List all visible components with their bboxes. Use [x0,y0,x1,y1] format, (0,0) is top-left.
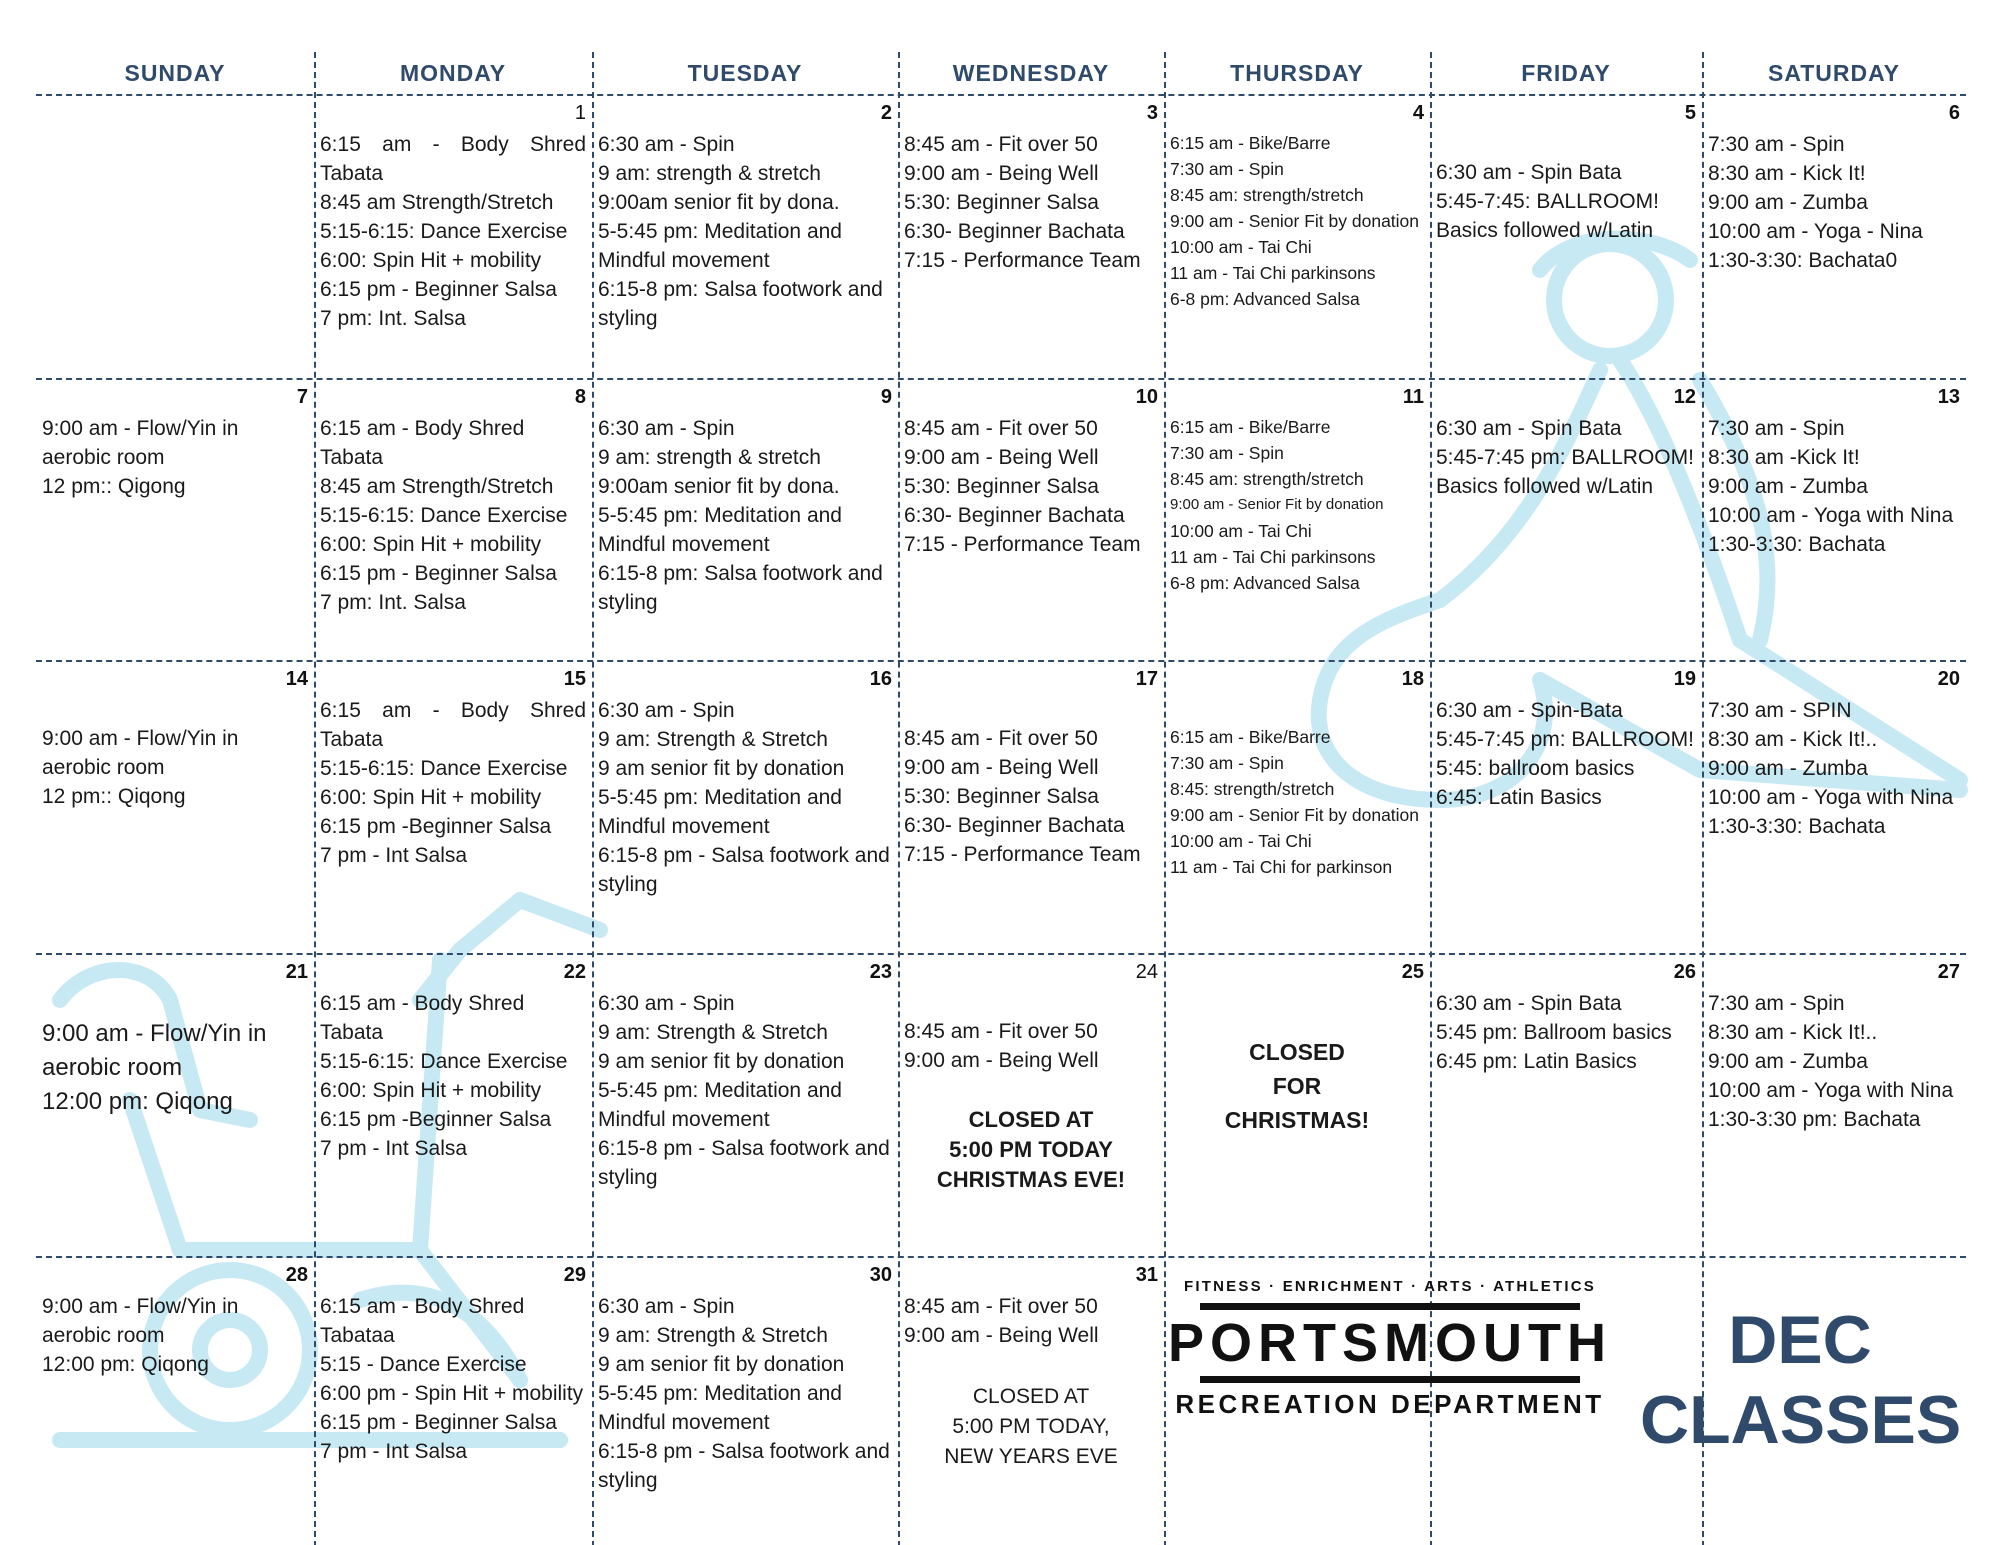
day-number: 14 [285,668,308,690]
day-number: 21 [285,961,308,983]
day-cell [592,1258,898,1545]
event-item: 10:00 am - Yoga with Nina [1708,786,1954,809]
event-item: 12:00 pm: Qiqong [42,1088,233,1115]
event-list [42,724,308,811]
day-cell [1164,96,1430,376]
event-list [1170,130,1424,312]
event-item: 8:45 am - Fit over 50 [904,1020,1098,1043]
event-item: 5:45-7:45: BALLROOM! [1436,190,1659,213]
day-cell [36,1258,314,1545]
logo-name: PORTSMOUTH [1168,1313,1612,1373]
event-item: 7:30 am - Spin [1708,992,1845,1015]
event-item: 6:30- Beginner Bachata [904,504,1125,527]
header-sunday: SUNDAY [124,60,226,86]
day-cell [314,1258,592,1545]
event-item: 6:15-8 pm - Salsa footwork and styling [598,844,890,896]
event-item: 12 pm:: Qiqong [42,785,186,808]
event-item: 11 am - Tai Chi for parkinson [1170,857,1393,877]
day-number: 4 [1412,102,1424,124]
day-cell [314,662,592,951]
event-item: 9:00am senior fit by dona. [598,191,840,214]
day-number: 5 [1684,102,1696,124]
event-list [1436,414,1696,501]
event-item: 9 am: Strength & Stretch [598,1324,828,1347]
event-item: 7:15 - Performance Team [904,533,1141,556]
event-item: 5-5:45 pm: Meditation and Mindful movement [598,1382,842,1434]
event-list [1708,696,1960,841]
day-cell [36,380,314,658]
event-item: 11 am - Tai Chi parkinsons [1170,263,1376,283]
month-title-line2: CLASSES [1640,1382,1962,1458]
day-cell [592,662,898,951]
event-item: 7:15 - Performance Team [904,843,1141,866]
event-item: 5:15-6:15: Dance Exercise [320,1050,568,1073]
event-item: 8:45 am: strength/stretch [1170,185,1364,205]
event-item: 9:00 am - Senior Fit by donation [1170,211,1420,231]
event-item: 8:45 am Strength/Stretch [320,191,554,214]
event-list [1708,989,1960,1134]
event-item: 7:30 am - SPIN [1708,699,1852,722]
event-item: 6:00 pm - Spin Hit + mobility [320,1382,584,1405]
event-item: 10:00 am - Yoga with Nina [1708,504,1954,527]
day-cell [314,96,592,376]
event-item: 8:45 am Strength/Stretch [320,475,554,498]
event-item: 1:30-3:30 pm: Bachata [1708,1108,1921,1131]
day-cell [1702,96,1966,376]
logo-department: RECREATION DEPARTMENT [1175,1389,1605,1419]
event-item: 5-5:45 pm: Meditation and Mindful movement [598,220,842,272]
day-cell [36,955,314,1254]
header-tuesday: TUESDAY [687,60,803,86]
day-number: 19 [1673,668,1696,690]
event-item: 8:45 am - Fit over 50 [904,727,1098,750]
day-number: 29 [563,1264,586,1286]
event-item: 10:00 am - Tai Chi [1170,521,1312,541]
event-list [904,130,1158,275]
event-item: 6:30- Beginner Bachata [904,814,1125,837]
event-item: 9 am senior fit by donation [598,1353,845,1376]
event-item: 6:30- Beginner Bachata [904,220,1125,243]
event-list [598,696,892,899]
event-item: 7 pm: Int. Salsa [320,591,466,614]
event-item: 9:00 am - Being Well [904,162,1099,185]
event-item: 5:45: ballroom basics [1436,757,1635,780]
event-item: 6:15 am - Body Shred Tabataa [320,1295,525,1347]
day-cell [898,955,1164,1254]
day-number: 15 [563,668,586,690]
event-item: 6:15 pm -Beginner Salsa [320,1108,552,1131]
event-item: 6:15-8 pm: Salsa footwork and styling [598,562,883,614]
event-item: 5:15-6:15: Dance Exercise [320,220,568,243]
day-cell [898,380,1164,658]
event-item: 6:00: Spin Hit + mobility [320,786,542,809]
event-list [320,130,586,333]
event-item: 10:00 am - Yoga - Nina [1708,220,1923,243]
event-item: 6:15-8 pm - Salsa footwork and styling [598,1137,890,1189]
event-item: 8:45 am: strength/stretch [1170,469,1364,489]
event-item: 7:30 am - Spin [1170,159,1284,179]
day-cell [1430,662,1702,951]
logo-rule [1200,1303,1580,1310]
event-item: 7 pm - Int Salsa [320,844,468,867]
event-item: 1:30-3:30: Bachata0 [1708,249,1898,272]
event-item: 6:30 am - Spin [598,417,735,440]
event-list [1708,130,1960,275]
event-item: 7:30 am - Spin [1170,443,1284,463]
event-list [1436,696,1696,812]
day-number: 13 [1937,386,1960,408]
event-list [1170,414,1424,596]
event-item: 5:45-7:45 pm: BALLROOM! [1436,446,1694,469]
event-item: 6:30 am - Spin [598,699,735,722]
event-item: 10:00 am - Yoga with Nina [1708,1079,1954,1102]
closure-notice: CLOSED FOR CHRISTMAS! [1224,1039,1370,1133]
event-list [320,989,586,1163]
event-item: 9 am senior fit by donation [598,757,845,780]
event-item: 6:15 am - Bike/Barre [1170,417,1331,437]
header-saturday: SATURDAY [1768,60,1900,86]
event-list [598,1292,892,1495]
day-cell [1164,380,1430,658]
event-item: 7 pm - Int Salsa [320,1137,468,1160]
day-number: 28 [285,1264,308,1286]
day-number: 20 [1937,668,1960,690]
day-cell [1702,955,1966,1254]
event-item: Basics followed w/Latin [1436,219,1654,242]
event-list [904,1292,1158,1350]
month-title-line1: DEC [1728,1302,1872,1378]
event-item: 6:15 pm -Beginner Salsa [320,815,552,838]
day-number: 6 [1948,102,1960,124]
day-number: 31 [1135,1264,1158,1286]
event-item: 8:30 am - Kick It! [1708,162,1866,185]
header-friday: FRIDAY [1521,60,1611,86]
event-list [320,1292,586,1466]
event-item: 9:00 am - Zumba [1708,191,1868,214]
day-number: 30 [869,1264,892,1286]
event-item: 6:00: Spin Hit + mobility [320,1079,542,1102]
event-item: 6:15 am - Bike/Barre [1170,133,1331,153]
event-item: 10:00 am - Tai Chi [1170,831,1312,851]
day-cell [592,380,898,658]
event-list [904,724,1158,869]
event-list [42,414,308,501]
event-item: 12:00 pm: Qiqong [42,1353,209,1376]
event-item: 9:00am senior fit by dona. [598,475,840,498]
event-item: 9:00 am - Zumba [1708,757,1868,780]
event-item: 6:30 am - Spin-Bata [1436,699,1623,722]
event-item: 9 am: Strength & Stretch [598,728,828,751]
event-list [320,696,586,870]
event-item: 8:45: strength/stretch [1170,779,1335,799]
event-item: 5:45 pm: Ballroom basics [1436,1021,1672,1044]
day-cell [314,380,592,658]
event-item: 9:00 am - Flow/Yin in aerobic room [42,1295,239,1347]
event-item: 6:15 am - Body Shred Tabata [320,417,525,469]
event-item: 9:00 am - Being Well [904,1324,1099,1347]
event-item: 6:15 am - Body Shred Tabata [320,992,525,1044]
portsmouth-recreation-logo [1160,1278,1620,1420]
day-number: 8 [574,386,586,408]
event-item: 8:30 am -Kick It! [1708,446,1860,469]
event-item: 6:15 am - Body Shred Tabata [320,133,586,185]
event-item: 9 am: strength & stretch [598,446,821,469]
event-item: 6-8 pm: Advanced Salsa [1170,573,1360,593]
event-list [598,414,892,617]
header-monday: MONDAY [399,60,507,86]
day-number: 3 [1146,102,1158,124]
event-item: 5-5:45 pm: Meditation and Mindful movement [598,504,842,556]
event-item: 7:30 am - Spin [1708,133,1845,156]
header-thursday: THURSDAY [1230,60,1364,86]
event-item: 5:15-6:15: Dance Exercise [320,757,568,780]
day-number: 23 [869,961,892,983]
event-item: Basics followed w/Latin [1436,475,1654,498]
event-item: 9:00 am - Zumba [1708,1050,1868,1073]
logo-tagline: FITNESS · ENRICHMENT · ARTS · ATHLETICS [1184,1278,1596,1295]
day-number: 7 [296,386,308,408]
event-item: 5:30: Beginner Salsa [904,191,1099,214]
event-item: 6:15-8 pm: Salsa footwork and styling [598,278,883,330]
day-number: 1 [574,102,586,124]
event-item: 9:00 am - Zumba [1708,475,1868,498]
event-item: 8:45 am - Fit over 50 [904,133,1098,156]
day-number: 11 [1402,386,1424,408]
event-item: 5-5:45 pm: Meditation and Mindful movement [598,786,842,838]
event-list [1436,989,1696,1076]
event-item: 6:30 am - Spin [598,1295,735,1318]
event-item: 5:30: Beginner Salsa [904,785,1099,808]
day-cell [898,96,1164,376]
day-number: 26 [1673,961,1696,983]
day-cell [898,662,1164,951]
day-number: 10 [1135,386,1158,408]
event-list [598,130,892,333]
event-item: 6:15-8 pm - Salsa footwork and styling [598,1440,890,1492]
day-cell [1164,955,1430,1254]
event-item: 9:00 am - Being Well [904,1049,1099,1072]
event-item: 6:30 am - Spin Bata [1436,992,1622,1015]
event-item: 5:15-6:15: Dance Exercise [320,504,568,527]
event-item: 9 am senior fit by donation [598,1050,845,1073]
month-title [1640,1300,1960,1460]
day-cell [592,955,898,1254]
header-wednesday: WEDNESDAY [952,60,1110,86]
event-item: 6:45: Latin Basics [1436,786,1602,809]
day-cell [1430,96,1702,376]
day-number: 9 [880,386,892,408]
day-cell [36,662,314,951]
event-item: 9:00 am - Being Well [904,446,1099,469]
event-item: 12 pm:: Qigong [42,475,186,498]
event-item: 9:00 am - Senior Fit by donation [1170,805,1420,825]
event-item: 9:00 am - Flow/Yin in aerobic room [42,727,239,779]
event-item: 8:45 am - Fit over 50 [904,417,1098,440]
event-item: 8:30 am - Kick It!.. [1708,1021,1878,1044]
closure-notice: CLOSED AT 5:00 PM TODAY CHRISTMAS EVE! [936,1107,1126,1192]
closure-notice: CLOSED AT 5:00 PM TODAY, NEW YEARS EVE [944,1385,1118,1468]
event-item: 7:30 am - Spin [1708,417,1845,440]
event-item: 8:45 am - Fit over 50 [904,1295,1098,1318]
event-item: 7:30 am - Spin [1170,753,1284,773]
day-cell [1430,955,1702,1254]
day-number: 16 [869,668,892,690]
event-item: 10:00 am - Tai Chi [1170,237,1312,257]
event-item: 5:45-7:45 pm: BALLROOM! [1436,728,1694,751]
event-item: 6:15 pm - Beginner Salsa [320,1411,557,1434]
day-cell [314,955,592,1254]
day-cell [1430,380,1702,658]
day-number: 12 [1673,386,1696,408]
logo-rule [1200,1376,1580,1383]
day-number: 2 [880,102,892,124]
day-cell [1702,380,1966,658]
event-list [904,1017,1158,1075]
day-number: 25 [1401,961,1424,983]
day-cell [898,1258,1164,1545]
day-number: 27 [1937,961,1960,983]
day-cell [1702,662,1966,951]
day-number: 22 [563,961,586,983]
event-item: 9:00 am - Flow/Yin in aerobic room [42,1020,267,1081]
event-item: 9:00 am - Senior Fit by donation [1170,496,1384,513]
event-item: 5:30: Beginner Salsa [904,475,1099,498]
event-item: 6:00: Spin Hit + mobility [320,249,542,272]
event-list [1170,724,1424,880]
event-item: 6:30 am - Spin [598,992,735,1015]
event-item: 6:45 pm: Latin Basics [1436,1050,1637,1073]
event-item: 1:30-3:30: Bachata [1708,533,1886,556]
event-item: 6:15 pm - Beginner Salsa [320,278,557,301]
event-item: 5:15 - Dance Exercise [320,1353,527,1376]
event-list [42,1017,308,1119]
event-item: 6-8 pm: Advanced Salsa [1170,289,1360,309]
event-item: 9:00 am - Flow/Yin in aerobic room [42,417,239,469]
event-item: 6:30 am - Spin [598,133,735,156]
event-item: 6:15 pm - Beginner Salsa [320,562,557,585]
event-list [598,989,892,1192]
day-cell [1164,662,1430,951]
event-item: 6:30 am - Spin Bata [1436,417,1622,440]
event-item: 7 pm: Int. Salsa [320,307,466,330]
event-item: 9:00 am - Being Well [904,756,1099,779]
event-list [320,414,586,617]
event-list [1708,414,1960,559]
day-number: 24 [1135,961,1158,983]
event-item: 9 am: Strength & Stretch [598,1021,828,1044]
event-list [1436,158,1696,245]
day-cell [592,96,898,376]
event-item: 8:30 am - Kick It!.. [1708,728,1878,751]
event-list [904,414,1158,559]
event-item: 11 am - Tai Chi parkinsons [1170,547,1376,567]
event-item: 6:30 am - Spin Bata [1436,161,1622,184]
event-item: 6:15 am - Body Shred Tabata [320,699,586,751]
event-list [42,1292,308,1379]
day-number: 18 [1401,668,1424,690]
event-item: 6:15 am - Bike/Barre [1170,727,1331,747]
day-number: 17 [1135,668,1158,690]
event-item: 1:30-3:30: Bachata [1708,815,1886,838]
event-item: 7 pm - Int Salsa [320,1440,468,1463]
event-item: 6:00: Spin Hit + mobility [320,533,542,556]
event-item: 7:15 - Performance Team [904,249,1141,272]
event-item: 9 am: strength & stretch [598,162,821,185]
event-item: 5-5:45 pm: Meditation and Mindful movement [598,1079,842,1131]
